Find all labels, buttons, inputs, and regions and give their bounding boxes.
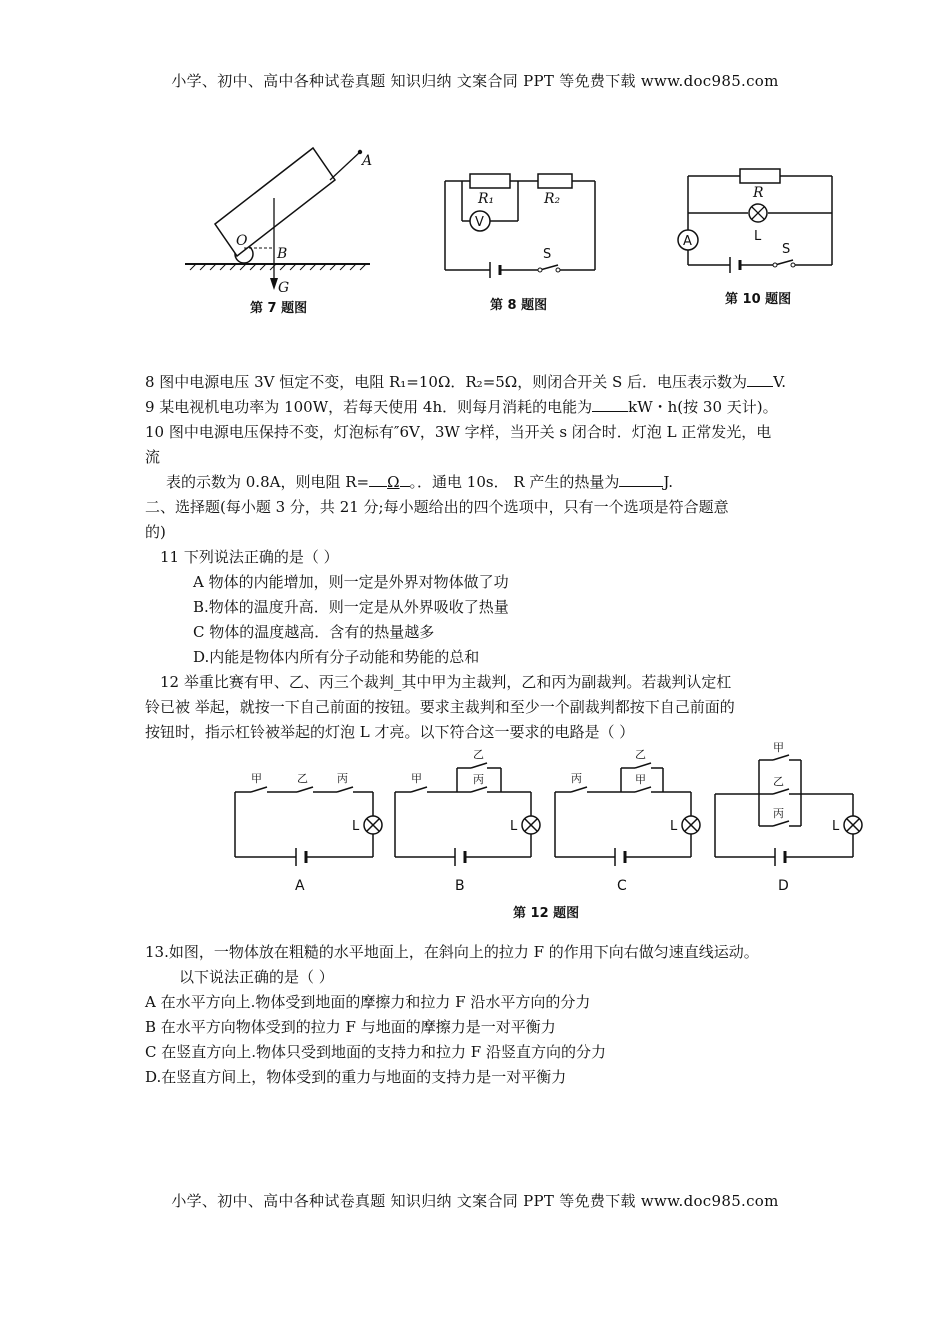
- lamp-l-label: L: [670, 819, 678, 834]
- judge-bing-label: 丙: [473, 773, 484, 786]
- answer-blank[interactable]: [369, 470, 387, 487]
- gravity-g-label: G: [278, 280, 290, 296]
- section-2-heading-cont: 的): [145, 523, 166, 541]
- ammeter-label: A: [683, 234, 692, 249]
- figure-8-caption: 第 8 题图: [490, 298, 548, 313]
- figure-12-caption: 第 12 题图: [513, 906, 580, 921]
- judge-jia-label: 甲: [251, 772, 262, 785]
- question-11-option-b: B.物体的温度升高．则一定是从外界吸收了热量: [193, 598, 509, 616]
- judge-yi-label: 乙: [473, 748, 484, 761]
- question-13-line-2: 以下说法正确的是（ ）: [179, 968, 334, 986]
- figure-8-circuit: [440, 165, 610, 320]
- option-d-label: D: [778, 878, 789, 894]
- judge-jia-label: 甲: [635, 773, 646, 786]
- question-12-line-1: 12 举重比赛有甲、乙、丙三个裁判_其中甲为主裁判，乙和丙为副裁判。若裁判认定杠: [160, 673, 732, 691]
- question-11-option-d: D.内能是物体内所有分子动能和势能的总和: [193, 648, 480, 666]
- option-c-label: C: [617, 878, 627, 894]
- question-13-option-b: B 在水平方向物体受到的拉力 F 与地面的摩擦力是一对平衡力: [145, 1018, 556, 1036]
- question-8: 8 图中电源电压 3V 恒定不变，电阻 R₁=10Ω．R₂=5Ω，则闭合开关 S 后．电压表示数为 V.: [145, 370, 815, 395]
- answer-blank[interactable]: [619, 470, 663, 487]
- figure-10-caption: 第 10 题图: [725, 292, 792, 307]
- resistor-r2-label: R₂: [544, 191, 561, 207]
- question-13: [145, 940, 835, 1090]
- answer-blank[interactable]: [747, 370, 773, 387]
- circuit-d: [715, 755, 853, 857]
- question-10-line-3: 表的示数为 0.8A，则电阻 R= Ω 。．通电 10s． R 产生的热量为 J.: [145, 470, 815, 495]
- judge-bing-label: 丙: [773, 807, 784, 820]
- judge-jia-label: 甲: [773, 741, 784, 754]
- judge-jia-label: 甲: [411, 772, 422, 785]
- switch-s-label: S: [782, 242, 791, 257]
- lamp-l-label: L: [832, 819, 840, 834]
- question-12-line-3: 按钮时，指示杠铃被举起的灯泡 L 才亮。以下符合这一要求的电路是（ ）: [145, 723, 635, 741]
- judge-bing-label: 丙: [337, 772, 348, 785]
- figure-7-caption: 第 7 题图: [250, 301, 308, 316]
- resistor-r-label: R: [753, 185, 764, 201]
- page-footer: 小学、初中、高中各种试卷真题 知识归纳 文案合同 PPT 等免费下载 www.doc985.com: [171, 1192, 779, 1210]
- figure-12-circuits: [225, 740, 875, 925]
- question-11-option-a: A 物体的内能增加，则一定是外界对物体做了功: [193, 573, 509, 591]
- answer-blank[interactable]: [592, 395, 628, 412]
- switch-s-label: S: [543, 247, 552, 262]
- lamp-l-label: L: [510, 819, 518, 834]
- question-10-line-1: 10 图中电源电压保持不变，灯泡标有″6V，3W 字样，当开关 s 闭合时．灯泡 L 正常发光，电: [145, 423, 772, 441]
- answer-blank[interactable]: [400, 470, 410, 487]
- option-b-label: B: [455, 878, 465, 894]
- point-b-label: B: [277, 246, 288, 262]
- question-13-option-d: D.在竖直方间上，物体受到的重力与地面的支持力是一对平衡力: [145, 1068, 567, 1086]
- lamp-l-label: L: [352, 819, 360, 834]
- question-11-stem: 11 下列说法正确的是（ ）: [160, 548, 339, 566]
- judge-yi-label: 乙: [773, 775, 784, 788]
- point-a-label: A: [362, 153, 373, 169]
- option-a-label: A: [295, 878, 305, 894]
- question-11-option-c: C 物体的温度越高．含有的热量越多: [193, 623, 435, 641]
- judge-yi-label: 乙: [297, 772, 308, 785]
- question-13-line-1: 13.如图，一物体放在粗糙的水平地面上，在斜向上的拉力 F 的作用下向右做匀速直线运动。: [145, 943, 759, 961]
- page-header: 小学、初中、高中各种试卷真题 知识归纳 文案合同 PPT 等免费下载 www.doc985.com: [171, 72, 779, 90]
- question-12-line-2: 铃已被 举起，就按一下自己前面的按钮。要求主裁判和至少一个副裁判都按下自己前面的: [145, 698, 735, 716]
- question-9: 9 某电视机电功率为 100W，若每天使用 4h．则每月消耗的电能为 kW・h(按 30 天计)。: [145, 395, 815, 420]
- question-10-line-2: 流: [145, 448, 161, 466]
- resistor-r1-label: R₁: [478, 191, 495, 207]
- section-2-heading: 二、选择题(每小题 3 分，共 21 分;每小题给出的四个选项中，只有一个选项是符合题意: [145, 498, 729, 516]
- figure-10-circuit: [670, 160, 850, 315]
- judge-bing-label: 丙: [571, 772, 582, 785]
- figure-7-lever: [180, 140, 400, 325]
- point-o-label: O: [236, 233, 248, 249]
- question-13-option-a: A 在水平方向上.物体受到地面的摩擦力和拉力 F 沿水平方向的分力: [145, 993, 591, 1011]
- fill-in-questions: [145, 370, 815, 745]
- voltmeter-label: V: [475, 215, 484, 230]
- judge-yi-label: 乙: [635, 748, 646, 761]
- lamp-l-label: L: [754, 229, 762, 244]
- question-13-option-c: C 在竖直方向上.物体只受到地面的支持力和拉力 F 沿竖直方向的分力: [145, 1043, 606, 1061]
